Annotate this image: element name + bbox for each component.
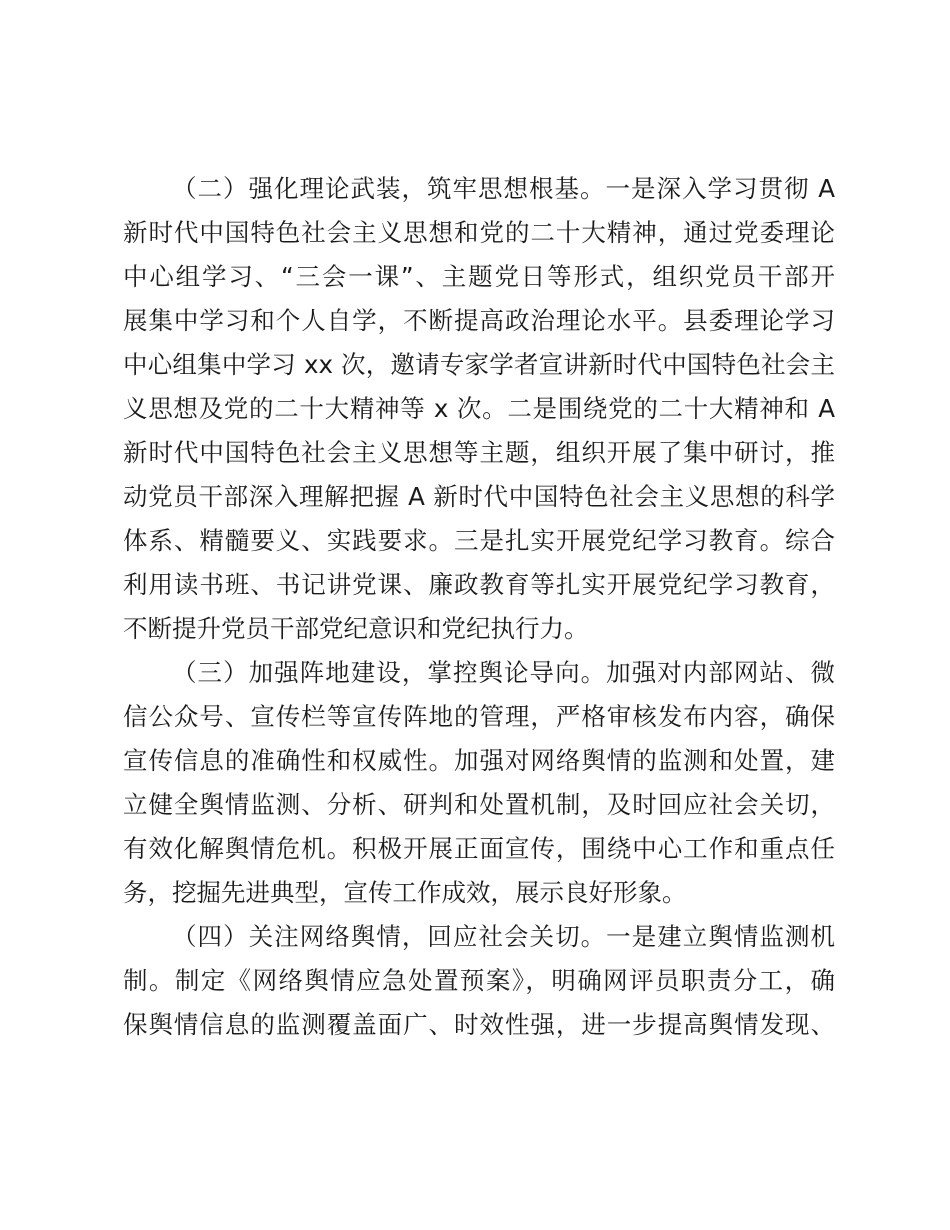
paragraph-line: 不断提升党员干部党纪意识和党纪执行力。 (123, 614, 589, 643)
paragraph-line: 宣传信息的准确性和权威性。加强对网络舆情的监测和处置，建 (123, 746, 835, 775)
paragraph-line: 务，挖掘先进典型，宣传工作成效，展示良好形象。 (123, 878, 687, 907)
paragraph-line: 信公众号、宣传栏等宣传阵地的管理，严格审核发布内容，确保 (123, 702, 835, 731)
paragraph-position-building (123, 651, 835, 915)
paragraph-line: 立健全舆情监测、分析、研判和处置机制，及时回应社会关切， (123, 790, 835, 819)
paragraph-line: 中心组学习、“三会一课”、主题党日等形式，组织党员干部开 (123, 262, 835, 291)
paragraph-online-opinion (123, 915, 835, 1047)
paragraph-line: 保舆情信息的监测覆盖面广、时效性强，进一步提高舆情发现、 (123, 1010, 835, 1039)
paragraph-line: 有效化解舆情危机。积极开展正面宣传，围绕中心工作和重点任 (123, 834, 835, 863)
paragraph-line: （三）加强阵地建设，掌控舆论导向。加强对内部网站、微 (172, 658, 835, 687)
paragraph-line: 新时代中国特色社会主义思想等主题，组织开展了集中研讨，推 (123, 438, 835, 467)
paragraph-line: 动党员干部深入理解把握 A 新时代中国特色社会主义思想的科学 (123, 482, 835, 511)
document-body (123, 167, 835, 1047)
paragraph-line: 制。制定《网络舆情应急处置预案》，明确网评员职责分工，确 (123, 966, 835, 995)
paragraph-line: 新时代中国特色社会主义思想和党的二十大精神，通过党委理论 (123, 218, 835, 247)
paragraph-line: 中心组集中学习 xx 次，邀请专家学者宣讲新时代中国特色社会主 (123, 350, 835, 379)
paragraph-line: 利用读书班、书记讲党课、廉政教育等扎实开展党纪学习教育， (123, 570, 835, 599)
paragraph-line: 义思想及党的二十大精神等 x 次。二是围绕党的二十大精神和 A (123, 394, 835, 423)
paragraph-line: （二）强化理论武装，筑牢思想根基。一是深入学习贯彻 A (172, 174, 835, 203)
paragraph-line: （四）关注网络舆情，回应社会关切。一是建立舆情监测机 (172, 922, 835, 951)
paragraph-line: 体系、精髓要义、实践要求。三是扎实开展党纪学习教育。综合 (123, 526, 835, 555)
paragraph-line: 展集中学习和个人自学，不断提高政治理论水平。县委理论学习 (123, 306, 835, 335)
paragraph-theory-arming (123, 167, 835, 651)
